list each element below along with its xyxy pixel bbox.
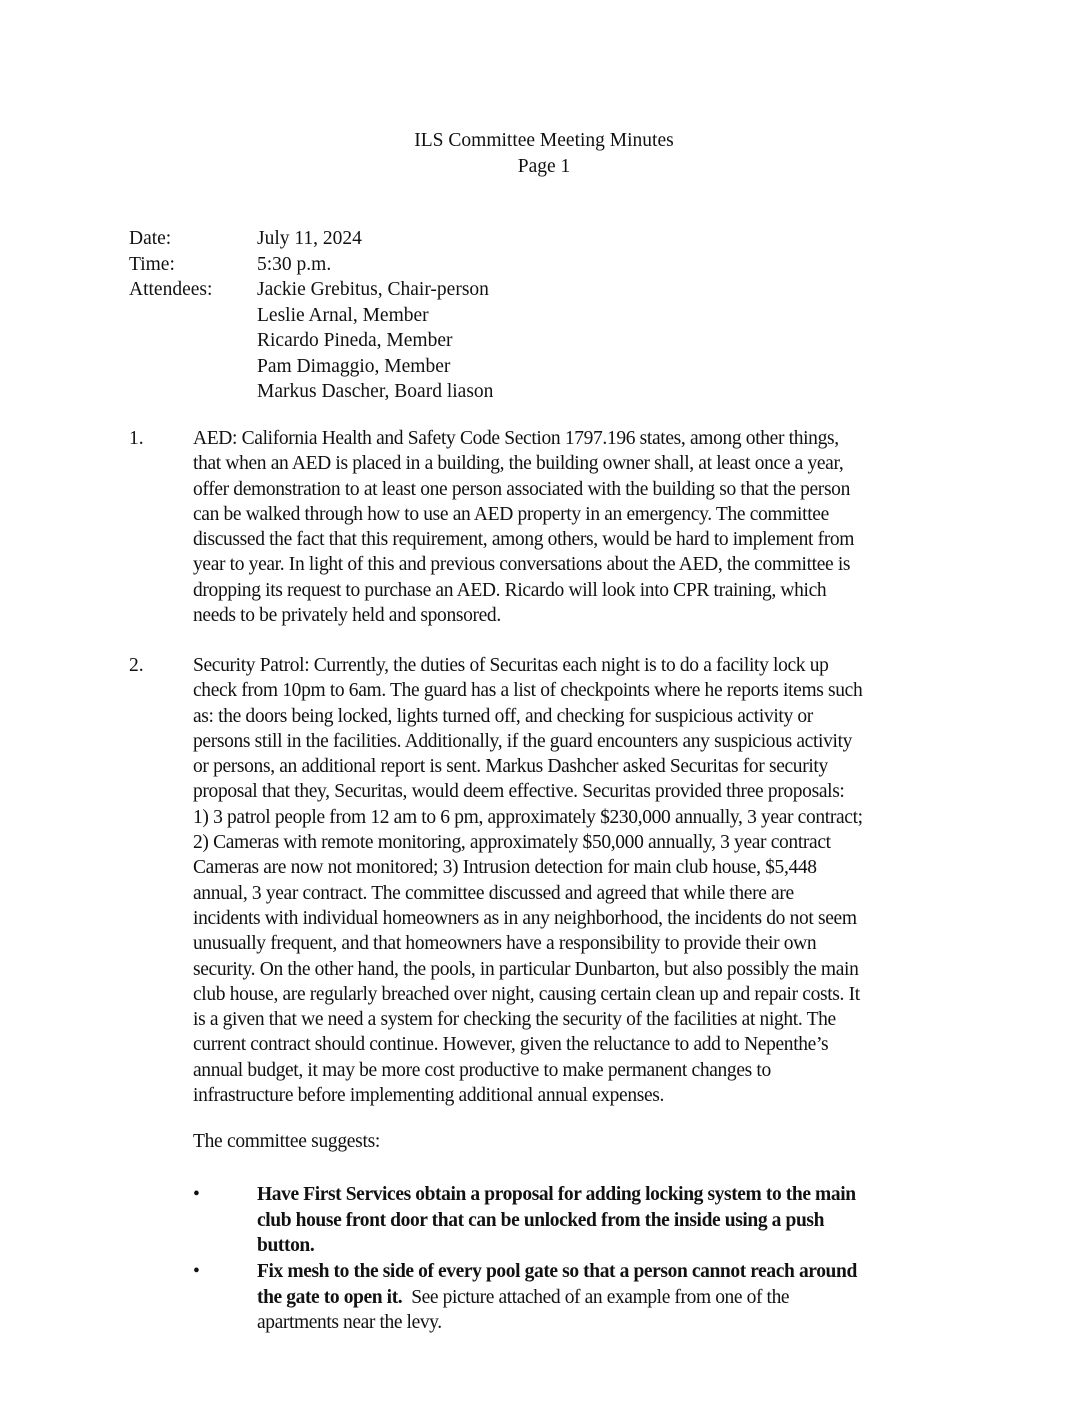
text-line: security. On the other hand, the pools, in particular Dunbarton, but also possibly the main [193,958,859,980]
text-line: as: the doors being locked, lights turned off, and checking for suspicious activity or [193,705,813,727]
text-line: Fix mesh to the side of every pool gate so that a person cannot reach around [257,1261,857,1282]
text-line: Cameras are now not monitored; 3) Intrusion detection for main club house, $5,448 [193,857,817,879]
bullet-icon: • [193,1261,200,1282]
document-header [0,128,1088,179]
text-line: infrastructure before implementing additional annual expenses. [193,1085,665,1107]
text-line: annual budget, it may be more cost productive to make permanent changes to [193,1059,771,1081]
text-line: year to year. In light of this and previous conversations about the AED, the committee is [193,554,851,576]
text-line: button. [257,1235,315,1256]
suggestion-text [257,1182,977,1259]
date-label: Date: [129,228,172,249]
text-line [257,1285,977,1311]
attendee: Ricardo Pineda, Member [257,330,453,351]
item-number: 1. [129,428,144,449]
text-line: or persons, an additional report is sent. Markus Dashcher asked Securitas for security [193,756,828,778]
text-line: club house, are regularly breached over night, causing certain clean up and repair costs. It [193,983,860,1005]
suggestions-intro: The committee suggests: [193,1131,380,1152]
text-line: club house front door that can be unlocked from the inside using a push [257,1209,825,1231]
attendee: Markus Dascher, Board liason [257,381,494,402]
attendee: Pam Dimaggio, Member [257,355,451,377]
text-line: dropping its request to purchase an AED. Ricardo will look into CPR training, which [193,579,827,601]
text-line: unusually frequent, and that homeowners have a responsibility to provide their own [193,933,817,955]
bold-text: the gate to open it. [257,1286,403,1308]
attendee: Jackie Grebitus, Chair-person [257,279,489,300]
date-value: July 11, 2024 [257,228,362,249]
text-line: 1) 3 patrol people from 12 am to 6 pm, approximately $230,000 annually, 3 year contract; [193,806,863,828]
text-line: discussed the fact that this requirement, among others, would be hard to implement from [193,529,855,551]
page-number: Page 1 [517,155,571,177]
text-line: AED: California Health and Safety Code Section 1797.196 states, among other things, [193,428,839,449]
bullet-icon: • [193,1184,200,1205]
text-line: apartments near the levy. [257,1312,442,1333]
time-label: Time: [129,253,175,275]
text-line: incidents with individual homeowners as in any neighborhood, the incidents do not seem [193,907,857,929]
item-number: 2. [129,655,144,676]
time-value: 5:30 p.m. [257,253,332,275]
text-line: persons still in the facilities. Additionally, if the guard encounters any suspicious activity [193,730,853,752]
normal-text: See picture attached of an example from one of the [402,1286,790,1308]
text-line: current contract should continue. However, given the reluctance to add to Nepenthe’s [193,1034,829,1056]
text-line: 2) Cameras with remote monitoring, approximately $50,000 annually, 3 year contract [193,832,831,854]
text-line: can be walked through how to use an AED property in an emergency. The committee [193,503,829,525]
text-line: annual, 3 year contract. The committee discussed and agreed that while there are [193,882,794,904]
text-line: Security Patrol: Currently, the duties of Securitas each night is to do a facility lock up [193,655,829,676]
text-line: offer demonstration to at least one person associated with the building so that the person [193,478,850,500]
item-text [193,426,973,628]
text-line: check from 10pm to 6am. The guard has a list of checkpoints where he reports items such [193,680,863,702]
text-line: proposal that they, Securitas, would deem effective. Securitas provided three proposals: [193,781,845,803]
text-line: is a given that we need a system for checking the security of the facilities at night. The [193,1009,836,1031]
item-text [193,653,973,1108]
attendee: Leslie Arnal, Member [257,304,429,326]
text-line: that when an AED is placed in a building, the building owner shall, at least once a year, [193,453,844,475]
suggestion-text [257,1259,977,1336]
document-title: ILS Committee Meeting Minutes [414,130,674,151]
text-line: needs to be privately held and sponsored. [193,605,501,627]
attendees-label: Attendees: [129,279,213,300]
text-line: Have First Services obtain a proposal for adding locking system to the main [257,1184,856,1205]
